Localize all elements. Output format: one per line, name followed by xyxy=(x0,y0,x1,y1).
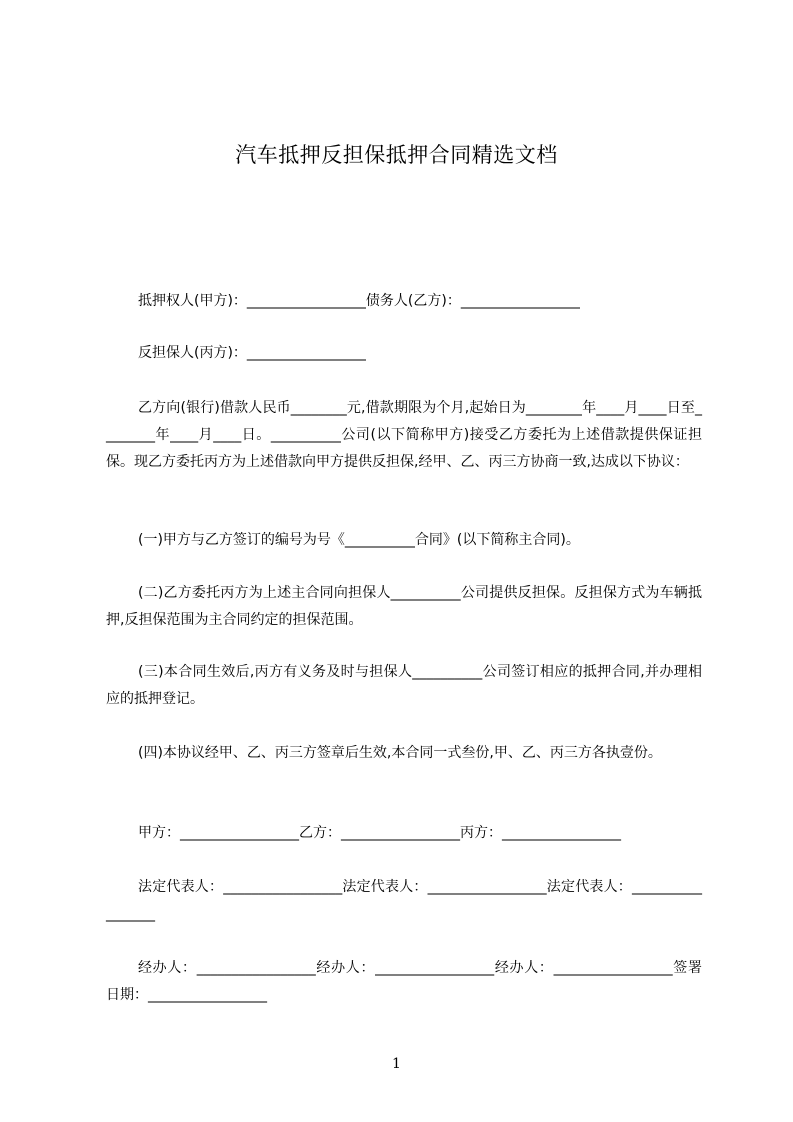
clause-intro: 乙方向(银行)借款人民币________元,借款期限为个月,起始日为________年____月____日至________年____月____日。__________公司(以下简称甲方)接受乙方委托为上述借款提供保证担保。现乙方委托丙方为上述借款向甲方提供反担保,经甲、乙、丙三方协商一致,达成以下协议： xyxy=(106,400,702,470)
signature-agents-and-date: 经办人：_________________经办人：_________________经办人：_________________签署日期：_________________ xyxy=(106,960,702,1003)
page-number: 1 xyxy=(392,1056,401,1072)
parties-counter-guarantor: 反担保人(丙方)：_________________ xyxy=(138,345,366,361)
clause-1: (一)甲方与乙方签订的编号为号《__________合同》(以下简称主合同)。 xyxy=(138,532,580,548)
signature-parties-line: 甲方：_________________乙方：_________________丙方：_________________ xyxy=(138,825,621,841)
clause-2: (二)乙方委托丙方为上述主合同向担保人__________公司提供反担保。反担保方式为车辆抵押,反担保范围为主合同约定的担保范围。 xyxy=(106,585,702,628)
signature-legal-representatives: 法定代表人：_________________法定代表人：_________________法定代表人：_________________ xyxy=(106,879,702,922)
clause-4: (四)本协议经甲、乙、丙三方签章后生效,本合同一式叁份,甲、乙、丙三方各执壹份。 xyxy=(138,745,662,761)
page-title: 汽车抵押反担保抵押合同精选文档 xyxy=(235,143,558,167)
parties-mortgagee-debtor: 抵押权人(甲方)：_________________债务人(乙方)：_________________ xyxy=(138,293,580,309)
clause-3: (三)本合同生效后,丙方有义务及时与担保人__________公司签订相应的抵押合同,并办理相应的抵押登记。 xyxy=(106,664,702,707)
